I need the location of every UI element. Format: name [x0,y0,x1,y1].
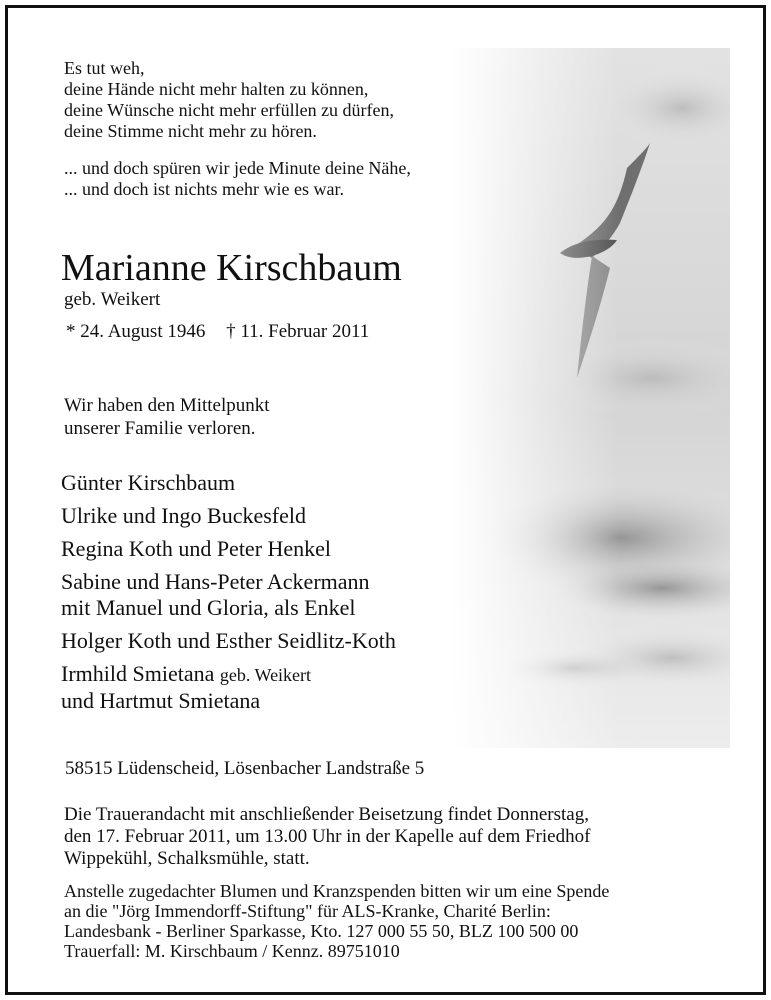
death-date: † 11. Februar 2011 [226,321,370,342]
mourner-name: Irmhild Smietana [61,661,215,686]
mourner-line [61,661,396,688]
mourner-line: Sabine und Hans-Peter Ackermann [61,569,370,594]
seagull-sky-photo [452,48,730,748]
mourner-entry: Regina Koth und Peter Henkel [61,536,332,561]
poem-stanza-1 [64,58,394,142]
mourner-maiden-name: geb. Weikert [219,665,312,685]
loss-line: unserer Familie verloren. [64,418,256,439]
donation-line: an die "Jörg Immendorff-Stiftung" für ALS-Kranke, Charité Berlin: [64,901,551,921]
poem-line: ... und doch ist nichts mehr wie es war. [64,179,344,199]
service-line: Wippekühl, Schalksmühle, statt. [64,848,310,869]
mourner-line: mit Manuel und Gloria, als Enkel [61,595,356,620]
mourners-list [61,470,396,721]
donation-line: Trauerfall: M. Kirschbaum / Kennz. 89751010 [64,941,400,961]
address: 58515 Lüdenscheid, Lösenbacher Landstraße 5 [65,758,425,779]
donation-line: Landesbank - Berliner Sparkasse, Kto. 127 000 55 50, BLZ 100 500 00 [64,921,579,941]
birth-date: * 24. August 1946 [66,321,206,342]
poem-line: deine Stimme nicht mehr zu hören. [64,121,317,141]
service-line: Die Trauerandacht mit anschließender Beisetzung findet Donnerstag, [64,804,589,825]
mourner-entry: Günter Kirschbaum [61,470,236,495]
poem-line: deine Wünsche nicht mehr erfüllen zu dürfen, [64,100,395,120]
poem-line: ... und doch spüren wir jede Minute deine Nähe, [64,158,411,178]
poem-line: deine Hände nicht mehr halten zu können, [64,79,369,99]
loss-line: Wir haben den Mittelpunkt [64,395,270,416]
mourner-line: und Hartmut Smietana [61,688,261,713]
poem-stanza-2 [64,158,411,200]
deceased-name: Marianne Kirschbaum [61,247,402,289]
donation-line: Anstelle zugedachter Blumen und Kranzspenden bitten wir um eine Spende [64,881,610,901]
life-dates [66,320,369,344]
mourner-entry: Holger Koth und Esther Seidlitz-Koth [61,628,396,653]
mourner-entry: Ulrike und Ingo Buckesfeld [61,503,306,528]
service-line: den 17. Februar 2011, um 13.00 Uhr in der Kapelle auf dem Friedhof [64,826,591,847]
donation-info [64,881,609,961]
mourner-entry [61,569,396,621]
notice-frame [5,5,766,995]
poem-line: Es tut weh, [64,58,145,78]
mourner-entry [61,661,396,714]
deceased-maiden-name: geb. Weikert [64,289,161,310]
service-info [64,804,590,870]
loss-statement [64,394,270,440]
